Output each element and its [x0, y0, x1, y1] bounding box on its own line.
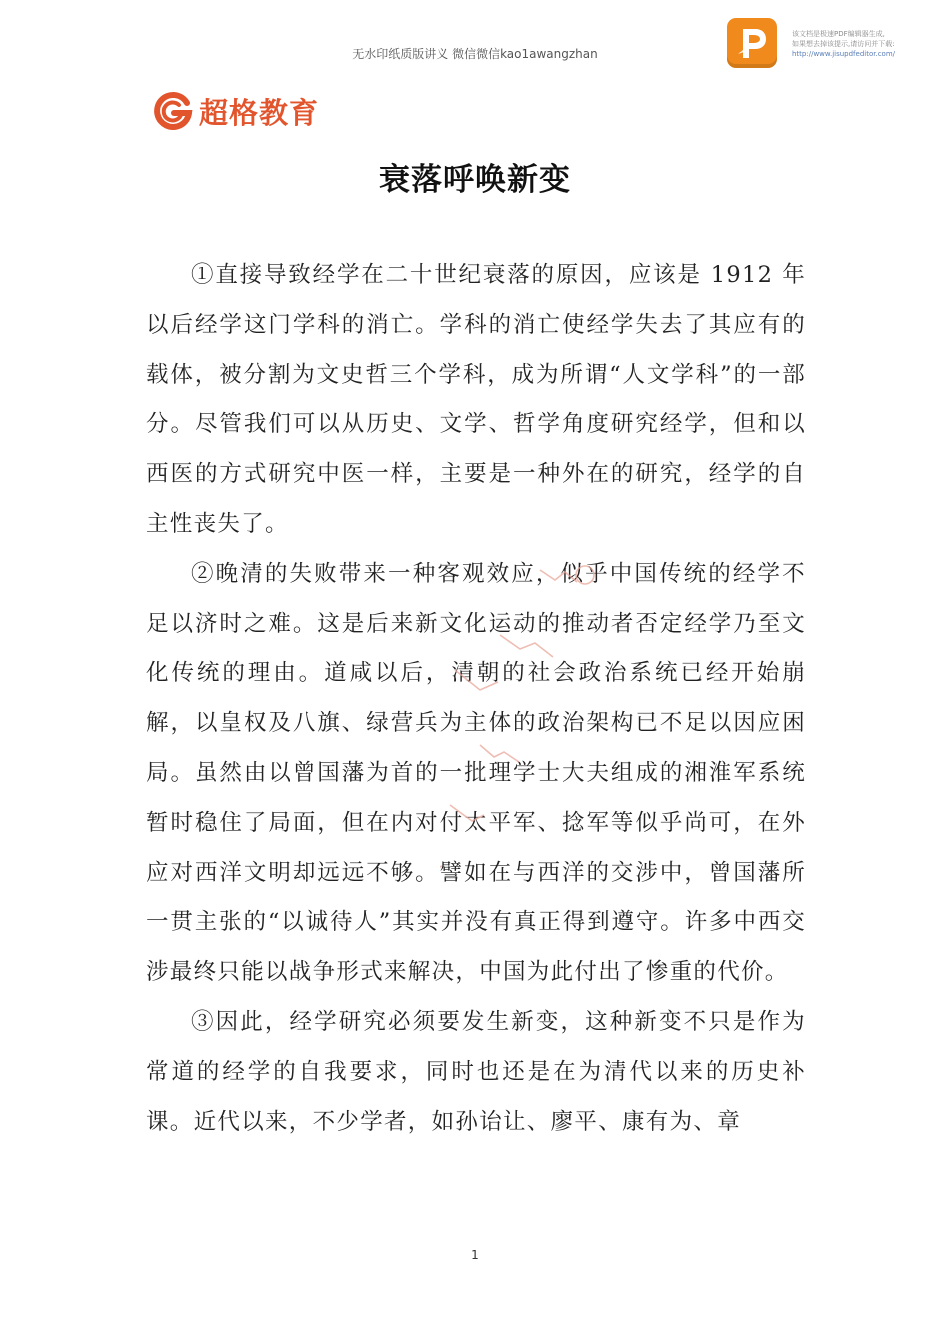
- pdf-editor-badge: [727, 18, 777, 68]
- pdf-notice-line-1: 该文档是极速PDF编辑器生成,: [792, 30, 885, 38]
- article-title: 衰落呼唤新变: [379, 162, 571, 198]
- pdf-notice-link[interactable]: http://www.jisupdfeditor.com/: [792, 50, 896, 58]
- article-body: [146, 251, 806, 1147]
- paragraph-1: ①直接导致经学在二十世纪衰落的原因，应该是 1912 年以后经学这门学科的消亡。学科的消亡使经学失去了其应有的载体，被分割为文史哲三个学科，成为所谓“人文学科”的一部分。尽管我们可以从历史、文学、哲学角度研究经学，但和以西医的方式研究中医一样，主要是一种外在的研究，经学的自主性丧失了。: [146, 262, 806, 537]
- brand-logo: [153, 90, 319, 132]
- page-number: 1: [471, 1248, 479, 1262]
- header-note: 无水印纸质版讲义 微信微信kao1awangzhan: [352, 47, 598, 61]
- brand-name: 超格教育: [199, 95, 320, 130]
- pdf-editor-logo-icon: [734, 24, 770, 62]
- paragraph-2: ②晚清的失败带来一种客观效应，似乎中国传统的经学不足以济时之难。这是后来新文化运动的推动者否定经学乃至文化传统的理由。道咸以后，清朝的社会政治系统已经开始崩解，以皇权及八旗、绿营兵为主体的政治架构已不足以因应困局。虽然由以曾国藩为首的一批理学士大夫组成的湘淮军系统暂时稳住了局面，但在内对付太平军、捻军等似乎尚可，在外应对西洋文明却远远不够。譬如在与西洋的交涉中，曾国藩所一贯主张的“以诚待人”其实并没有真正得到遵守。许多中西交涉最终只能以战争形式来解决，中国为此付出了惨重的代价。: [146, 560, 806, 986]
- pdf-editor-notice: [792, 29, 942, 59]
- pdf-notice-line-2: 如果想去掉该提示,请访问并下载:: [792, 40, 895, 48]
- paragraph-3: ③因此，经学研究必须要发生新变，这种新变不只是作为常道的经学的自我要求，同时也还是在为清代以来的历史补课。近代以来，不少学者，如孙诒让、廖平、康有为、章: [146, 1008, 806, 1135]
- brand-g-icon: [153, 91, 193, 131]
